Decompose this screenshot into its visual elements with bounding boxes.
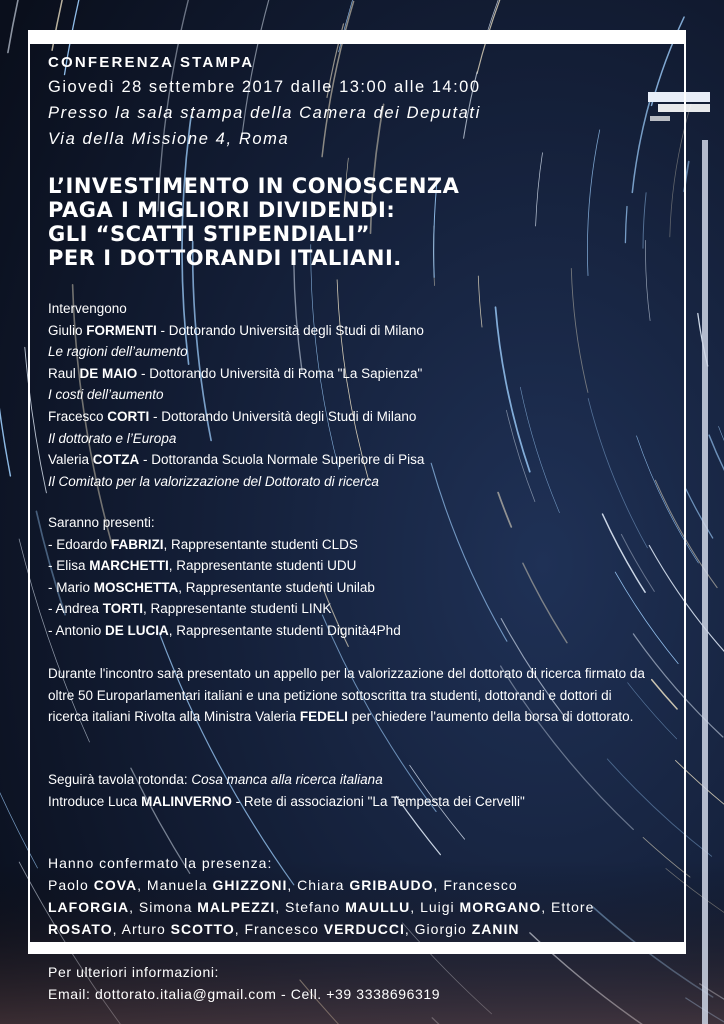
contact-info <box>48 961 440 1005</box>
speaker-row: Valeria COTZA - Dottoranda Scuola Normale Superiore di Pisa <box>48 452 425 468</box>
roundtable-line: Seguirà tavola rotonda: Cosa manca alla ricerca italiana <box>48 772 383 787</box>
confirmed-names: Paolo COVA, Manuela GHIZZONI, Chiara GRIBAUDO, Francesco LAFORGIA, Simona MALPEZZI, Stefano MAULLU, Luigi MORGANO, Ettore ROSATO, Arturo SCOTTO, Francesco VERDUCCI, Giorgio ZANIN <box>48 877 595 937</box>
event-venue: Presso la sala stampa della Camera dei Deputati <box>48 104 481 122</box>
speaker-topic: Il dottorato e l’Europa <box>48 430 177 446</box>
frame-bottom-bar <box>28 942 686 954</box>
speaker-topic: Il Comitato per la valorizzazione del Dottorato di ricerca <box>48 473 379 489</box>
headline-line: PAGA I MIGLIORI DIVIDENDI: <box>48 198 396 222</box>
roundtable <box>48 769 525 812</box>
present-row: - Mario MOSCHETTA, Rappresentante studenti Unilab <box>48 579 375 595</box>
appeal-paragraph: Durante l'incontro sarà presentato un appello per la valorizzazione del dottorato di ricerca firmato da oltre 50 Europarlamentari italiani e una petizione sottoscritta tra studenti, dottorandi e dottori di ricerca italiani Rivolta alla Ministra Valeria FEDELI per chiedere l'aumento della borsa di dottorato. <box>48 666 645 725</box>
event-address: Via della Missione 4, Roma <box>48 130 290 148</box>
headline <box>48 174 608 270</box>
present-row: - Elisa MARCHETTI, Rappresentante studenti UDU <box>48 558 357 574</box>
present-list <box>48 512 401 642</box>
confirmed-heading: Hanno confermato la presenza: <box>48 855 273 871</box>
contact-heading: Per ulteriori informazioni: <box>48 964 220 980</box>
headline-line: GLI “SCATTI STIPENDIALI” <box>48 222 371 246</box>
contact-details: Email: dottorato.italia@gmail.com - Cell. +39 3338696319 <box>48 986 441 1002</box>
present-row: - Andrea TORTI, Rappresentante studenti LINK <box>48 601 332 617</box>
speaker-topic: Le ragioni dell’aumento <box>48 344 188 360</box>
press-conference-label: CONFERENZA STAMPA <box>48 54 255 71</box>
speaker-topic: I costi dell’aumento <box>48 387 164 403</box>
speaker-row: Fracesco CORTI - Dottorando Università degli Studi di Milano <box>48 408 417 424</box>
event-date: Giovedì 28 settembre 2017 dalle 13:00 alle 14:00 <box>48 78 481 96</box>
present-row: - Edoardo FABRIZI, Rappresentante studenti CLDS <box>48 536 358 552</box>
roundtable-intro: Introduce Luca MALINVERNO - Rete di associazioni "La Tempesta dei Cervelli" <box>48 793 525 809</box>
present-row: - Antonio DE LUCIA, Rappresentante studenti Dignità4Phd <box>48 622 401 638</box>
speaker-row: Raul DE MAIO - Dottorando Università di Roma "La Sapienza" <box>48 365 423 381</box>
speaker-row: Giulio FORMENTI - Dottorando Università degli Studi di Milano <box>48 322 424 338</box>
headline-line: L’INVESTIMENTO IN CONOSCENZA <box>48 174 460 198</box>
speakers-list <box>48 298 424 492</box>
frame-top-bar <box>28 30 686 44</box>
headline-line: PER I DOTTORANDI ITALIANI. <box>48 246 402 270</box>
present-heading: Saranno presenti: <box>48 515 155 530</box>
speakers-heading: Intervengono <box>48 301 127 316</box>
confirmed-attendees <box>48 852 608 940</box>
